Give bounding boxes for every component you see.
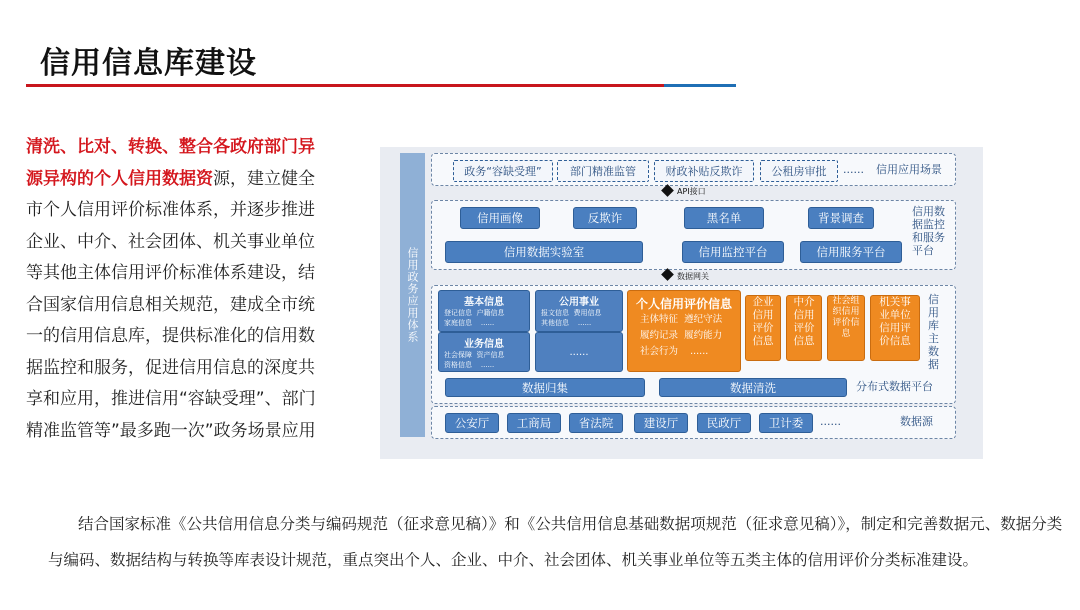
bottom-paragraph: 结合国家标准《公共信用信息分类与编码规范（征求意见稿）》和《公共信用信息基础数据项规范（征求意见稿）》，制定和完善数据元、数据分类与编码、数据结构与转换等库表设计规范，重点突出个人、企业、中介、社会团体、机关事业单位等五类主体的信用评价分类标准建设。	[48, 515, 1063, 569]
personal-credit-box: 个人信用评价信息 主体特征 遵纪守法 履约记录 履约能力 社会行为 ......	[627, 290, 741, 372]
source-item: 卫计委	[759, 413, 813, 433]
service-item: 信用监控平台	[682, 241, 784, 263]
service-item: 信用画像	[460, 207, 540, 229]
scenario-label: 信用应用场景	[876, 163, 942, 176]
platform-label: 分布式数据平台	[856, 380, 933, 393]
agency-credit-box: 中介信用评价信息	[786, 295, 822, 361]
service-item: 黑名单	[684, 207, 764, 229]
source-item: 民政厅	[697, 413, 751, 433]
service-info-box: 业务信息 社会保障 资产信息 资格信息 ......	[438, 332, 530, 372]
left-highlight: 清洗、比对、转换、整合各政府部门异源异构的个人信用数据资	[26, 137, 315, 189]
source-item: 省法院	[569, 413, 623, 433]
source-more: ......	[820, 415, 841, 428]
database-label: 信用库主数据	[928, 293, 939, 371]
page-title: 信用信息库建设	[40, 46, 257, 81]
service-label: 信用数据监控和服务平台	[912, 205, 945, 257]
left-body: 源，建立健全市个人信用评价标准体系，并逐步推进企业、中介、社会团体、机关事业单位等其他主体信用评价标准体系建设，结合国家信用信息相关规范，建成全市统一的信用信息库，提供标准化的信用数据监控和服务，促进信用信息的深度共享和应用，推进信用“容缺受理”、部门精准监管等”最多跑一次”政务场景应用	[26, 168, 316, 441]
platform-item: 数据归集	[445, 378, 645, 397]
source-item: 工商局	[507, 413, 561, 433]
title-underline-blue	[664, 84, 736, 87]
service-item: 信用数据实验室	[445, 241, 643, 263]
left-description	[26, 132, 324, 447]
source-item: 建设厅	[634, 413, 688, 433]
scenario-item: 财政补贴反欺诈	[654, 160, 754, 182]
api-label: API接口	[677, 187, 706, 196]
scenario-item: 政务“容缺受理”	[453, 160, 553, 182]
blank-info-box: ......	[535, 332, 623, 372]
platform-item: 数据清洗	[659, 378, 847, 397]
service-item: 反欺诈	[573, 207, 637, 229]
institution-credit-box: 机关事业单位信用评价信息	[870, 295, 920, 361]
gateway-label: 数据网关	[677, 272, 709, 281]
scenario-more: ......	[843, 163, 864, 176]
social-org-credit-box: 社会组织信用评价信息	[827, 295, 865, 361]
scenario-item: 公租房审批	[760, 160, 838, 182]
service-item: 信用服务平台	[800, 241, 902, 263]
service-item: 背景调查	[808, 207, 874, 229]
enterprise-credit-box: 企业信用评价信息	[745, 295, 781, 361]
basic-info-box: 基本信息 登记信息 户籍信息 家庭信息 ......	[438, 290, 530, 332]
source-label: 数据源	[900, 415, 933, 428]
side-label: 信用政务应用体系	[400, 153, 425, 437]
source-item: 公安厅	[445, 413, 499, 433]
public-utility-box: 公用事业 报文信息 费用信息 其他信息 ......	[535, 290, 623, 332]
scenario-item: 部门精准监管	[557, 160, 649, 182]
title-underline-red	[26, 84, 664, 87]
